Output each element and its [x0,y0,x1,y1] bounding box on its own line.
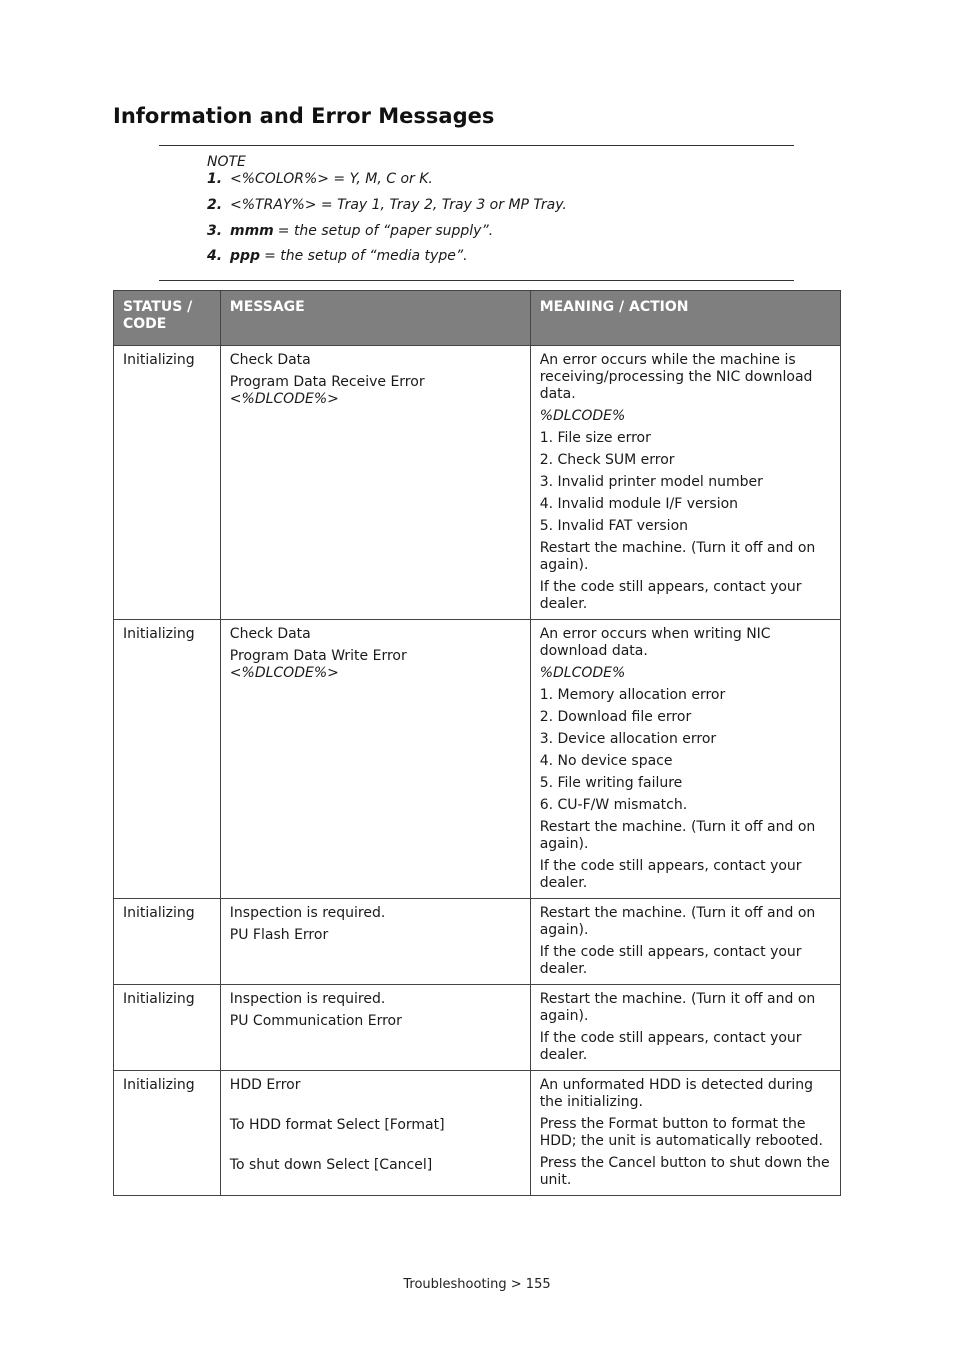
error-message-table [113,290,841,1196]
meaning-cell: An error occurs while the machine is receiving/processing the NIC download data. %DLCODE% 1. File size error 2. Check SUM error 3. Invalid printer model number 4. Invalid module I/F version 5. Invalid FAT version Restart the machine. (Turn it off and on again). If the code still appears, contact your dealer. [530,346,840,620]
page-footer: Troubleshooting > 155 [403,1277,551,1292]
table-header-row [114,291,841,346]
note-item: 1. <%COLOR%> = Y, M, C or K. [207,171,567,197]
note-key: ppp [230,248,261,264]
message-cell: Check Data Program Data Receive Error <%DLCODE%> [220,346,530,620]
note-label: NOTE [207,154,246,170]
meaning-cell: An error occurs when writing NIC download data. %DLCODE% 1. Memory allocation error 2. Download file error 3. Device allocation error 4. No device space 5. File writing failure 6. CU-F/W mismatch. Restart the machine. (Turn it off and on again). If the code still appears, contact your dealer. [530,620,840,899]
note-key: mmm [230,223,274,239]
meaning-cell: Restart the machine. (Turn it off and on again). If the code still appears, contact your dealer. [530,985,840,1071]
message-cell: Inspection is required. PU Communication Error [220,985,530,1071]
table-row [114,985,841,1071]
note-text: <%COLOR%> = Y, M, C or K. [230,171,433,187]
note-item: 2. <%TRAY%> = Tray 1, Tray 2, Tray 3 or MP Tray. [207,197,567,223]
message-cell: Inspection is required. PU Flash Error [220,899,530,985]
meaning-cell: Restart the machine. (Turn it off and on again). If the code still appears, contact your dealer. [530,899,840,985]
page-title: Information and Error Messages [113,104,495,128]
header-status-code: STATUS / CODE [114,291,221,346]
status-cell: Initializing [114,346,221,620]
table-row [114,1071,841,1196]
status-cell: Initializing [114,1071,221,1196]
note-item: 4. ppp = the setup of “media type”. [207,248,567,274]
note-text: = the setup of “media type”. [264,248,468,264]
message-cell: Check Data Program Data Write Error <%DLCODE%> [220,620,530,899]
note-item: 3. mmm = the setup of “paper supply”. [207,223,567,248]
meaning-cell: An unformated HDD is detected during the initializing. Press the Format button to format the HDD; the unit is automatically rebooted. Press the Cancel button to shut down the unit. [530,1071,840,1196]
table-row [114,346,841,620]
note-block [207,154,567,274]
note-bottom-divider [159,280,794,281]
status-cell: Initializing [114,620,221,899]
status-cell: Initializing [114,985,221,1071]
header-meaning-action: MEANING / ACTION [530,291,840,346]
note-text: = the setup of “paper supply”. [277,223,494,239]
message-cell: HDD Error To HDD format Select [Format] To shut down Select [Cancel] [220,1071,530,1196]
note-top-divider [159,145,794,146]
note-text: <%TRAY%> = Tray 1, Tray 2, Tray 3 or MP Tray. [230,197,567,213]
table-row [114,899,841,985]
table-row [114,620,841,899]
status-cell: Initializing [114,899,221,985]
header-message: MESSAGE [220,291,530,346]
